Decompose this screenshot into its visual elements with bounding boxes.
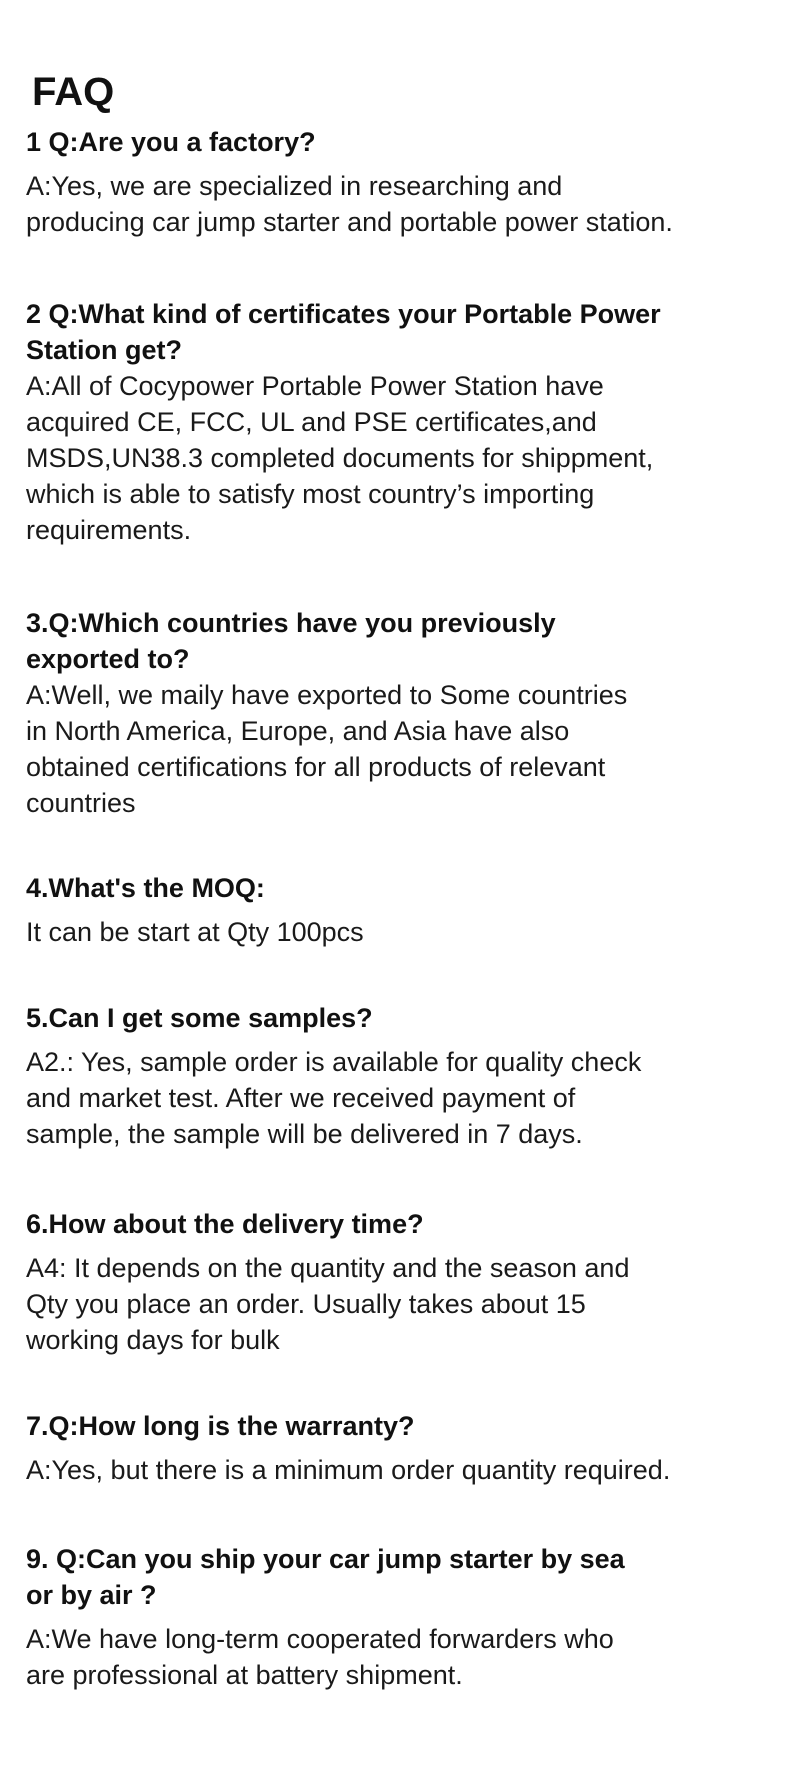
faq-question: 2 Q:What kind of certificates your Portable Power Station get? <box>26 299 661 365</box>
faq-item-8 <box>26 1541 786 1693</box>
faq-question: 5.Can I get some samples? <box>26 1003 373 1033</box>
faq-question: 7.Q:How long is the warranty? <box>26 1411 415 1441</box>
faq-question: 3.Q:Which countries have you previously exported to? <box>26 608 556 674</box>
faq-answer: A:Yes, but there is a minimum order quantity required. <box>26 1455 671 1485</box>
faq-item-1 <box>26 124 786 240</box>
faq-answer: A:Yes, we are specialized in researching and producing car jump starter and portable power station. <box>26 171 673 237</box>
faq-answer: A:All of Cocypower Portable Power Station have acquired CE, FCC, UL and PSE certificates,and MSDS,UN38.3 completed documents for shippment, which is able to satisfy most country’s importing requirements. <box>26 371 654 545</box>
faq-item-5 <box>26 1000 786 1152</box>
faq-item-3 <box>26 605 786 821</box>
faq-question: 9. Q:Can you ship your car jump starter by sea or by air ? <box>26 1544 625 1610</box>
page-title: FAQ <box>32 70 115 114</box>
faq-question: 4.What's the MOQ: <box>26 873 265 903</box>
faq-question: 6.How about the delivery time? <box>26 1209 424 1239</box>
faq-answer: It can be start at Qty 100pcs <box>26 917 364 947</box>
faq-item-7 <box>26 1408 786 1488</box>
faq-item-4 <box>26 870 786 950</box>
faq-answer: A4: It depends on the quantity and the season and Qty you place an order. Usually takes about 15 working days for bulk <box>26 1253 630 1355</box>
faq-answer: A:Well, we maily have exported to Some countries in North America, Europe, and Asia have also obtained certifications for all products of relevant countries <box>26 680 628 818</box>
faq-answer: A2.: Yes, sample order is available for quality check and market test. After we received payment of sample, the sample will be delivered in 7 days. <box>26 1047 642 1149</box>
faq-item-6 <box>26 1206 786 1358</box>
faq-question: 1 Q:Are you a factory? <box>26 127 316 157</box>
faq-item-2 <box>26 296 786 548</box>
faq-answer: A:We have long-term cooperated forwarders who are professional at battery shipment. <box>26 1624 614 1690</box>
